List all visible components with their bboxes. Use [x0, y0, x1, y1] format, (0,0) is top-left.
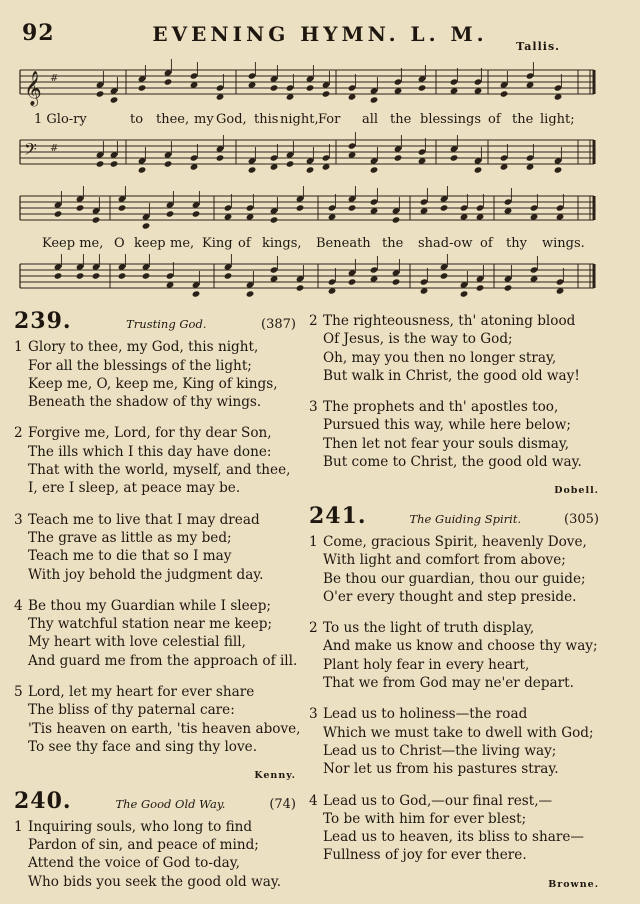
note-head [192, 210, 201, 217]
treble-staff-2 [18, 186, 598, 234]
stanza-number: 3 [14, 511, 23, 528]
line-text: Plant holy fear in every heart, [323, 656, 530, 673]
note-head [216, 154, 225, 161]
stanza-line [14, 818, 296, 836]
stanza-line [14, 357, 296, 375]
stanza-line [309, 742, 599, 760]
line-text: I, ere I sleep, at peace may be. [28, 480, 241, 497]
line-text: With joy behold the judgment day. [28, 566, 264, 583]
line-text: Be thou our guardian, thou our guide; [323, 570, 586, 587]
hymn-number: 240. [14, 787, 72, 814]
stanza-line [14, 424, 296, 442]
stanza-line [14, 738, 296, 756]
note-head [296, 284, 305, 291]
svg-text:#: # [50, 143, 59, 154]
stanza-line [14, 461, 296, 479]
stanza-line [309, 435, 599, 453]
line-text: Of Jesus, is the way to God; [323, 331, 513, 348]
stanza-line [309, 828, 599, 846]
hymn-heading [309, 502, 599, 529]
note-head [306, 166, 315, 173]
hymn-title: The Good Old Way. [115, 796, 226, 811]
stanza [309, 792, 599, 865]
lyric-syllable: to [130, 112, 144, 127]
line-text: Be thou my Guardian while I sleep; [28, 597, 272, 614]
lyric-syllable: kings, [262, 236, 302, 251]
line-text: Nor let us from his pastures stray. [323, 761, 559, 778]
lyric-syllable: me, [170, 236, 195, 251]
line-text: Beneath the shadow of thy wings. [28, 394, 262, 411]
composer-credit: Tallis. [516, 40, 560, 53]
lyric-syllable: O [114, 236, 125, 251]
stanza [14, 424, 296, 497]
note-head [224, 272, 233, 279]
stanza-line [309, 846, 599, 864]
line-text: Lead us to holiness—the road [323, 706, 528, 723]
line-text: The ills which I this day have done: [28, 443, 272, 460]
note-head [440, 204, 449, 211]
bass-staff-1 [18, 130, 598, 178]
stanza-number: 3 [309, 706, 318, 723]
lyric-syllable: King [202, 236, 233, 251]
hymn-heading [14, 308, 296, 334]
note-head [54, 272, 63, 279]
line-text: Attend the voice of God to-day, [28, 855, 240, 872]
lyric-syllable: the [390, 112, 412, 127]
page-title: EVENING HYMN. L. M. [152, 22, 488, 46]
note-head [554, 166, 563, 173]
hymn-ref: (305) [564, 511, 599, 527]
note-head [392, 216, 401, 223]
treble-clef-icon: 𝄞 [24, 71, 42, 106]
stanza-number: 5 [14, 684, 23, 701]
line-text: Who bids you seek the good old way. [28, 873, 282, 890]
right-column [309, 312, 599, 900]
line-text: And make us know and choose thy way; [323, 638, 598, 655]
stanza-line [309, 416, 599, 434]
note-head [270, 216, 279, 223]
page-number: 92 [22, 20, 55, 46]
line-text: The bliss of thy paternal care: [28, 702, 235, 719]
note-head [392, 278, 401, 285]
stanza-line [309, 674, 599, 692]
note-head [394, 154, 403, 161]
stanza-line [14, 720, 301, 738]
note-head [474, 166, 483, 173]
stanza-line [14, 338, 296, 356]
stanza-line [309, 453, 599, 471]
line-text: Teach me to die that so I may [28, 548, 232, 565]
hymn-ref: (387) [261, 317, 296, 332]
stanza-line [14, 854, 296, 872]
note-head [96, 90, 105, 97]
lyric-syllable: Keep me, [42, 236, 104, 251]
note-head [164, 160, 173, 167]
note-head [450, 154, 459, 161]
note-head [296, 204, 305, 211]
line-text: The grave as little as my bed; [28, 529, 232, 546]
lyric-syllable: blessings [420, 112, 482, 127]
line-text: Lord, let my heart for ever share [28, 684, 255, 701]
line-text: Fullness of joy for ever there. [323, 847, 527, 864]
stanza [309, 533, 599, 606]
stanza-number: 1 [309, 533, 318, 550]
stanza-line [14, 683, 296, 701]
line-text: Teach me to live that I may dread [28, 511, 260, 528]
hymn-title: Trusting God. [126, 317, 207, 331]
note-head [164, 78, 173, 85]
stanza-line [309, 533, 599, 551]
stanza [14, 338, 296, 411]
stanza-line [309, 705, 599, 723]
hymn-ref: (74) [269, 796, 296, 812]
stanza [14, 511, 296, 584]
note-head [500, 90, 509, 97]
line-text: O'er every thought and step preside. [323, 588, 577, 605]
stanza [309, 312, 599, 385]
stanza-line [14, 375, 296, 393]
note-head [476, 284, 485, 291]
stanza-line [309, 588, 599, 606]
note-head [440, 272, 449, 279]
stanza-number: 1 [14, 818, 23, 835]
line-text: Which we must take to dwell with God; [323, 724, 594, 741]
stanza-line [14, 597, 296, 615]
stanza-line [309, 760, 599, 778]
lyrics-line-2 [18, 234, 598, 254]
svg-text:#: # [50, 73, 59, 84]
lyric-syllable: For [318, 112, 341, 127]
stanza-line [14, 479, 296, 497]
lyric-syllable: wings. [542, 236, 585, 251]
note-head [110, 160, 119, 167]
line-text: The prophets and th' apostles too, [323, 399, 559, 416]
line-text: To be with him for ever blest; [323, 810, 527, 827]
lyric-syllable: God, [216, 112, 247, 127]
stanza-number: 4 [309, 792, 318, 809]
lyric-syllable: of [488, 112, 501, 127]
note-head [286, 160, 295, 167]
note-head [118, 272, 127, 279]
note-head [138, 84, 147, 91]
stanza-number: 4 [14, 597, 23, 614]
note-head [348, 204, 357, 211]
note-head [96, 160, 105, 167]
line-text: To us the light of truth display, [323, 620, 535, 637]
line-text: But come to Christ, the good old way. [323, 454, 582, 471]
note-head [370, 166, 379, 173]
stanza [14, 818, 296, 891]
stanza-line [14, 652, 296, 670]
music-score [18, 58, 598, 302]
treble-staff-1 [18, 58, 598, 110]
stanza-line [309, 551, 599, 569]
stanza-line [309, 312, 599, 330]
stanza-number: 3 [309, 399, 318, 416]
left-column [14, 308, 301, 904]
stanza-line [14, 547, 296, 565]
stanza [14, 597, 296, 670]
note-head [76, 204, 85, 211]
line-text: For all the blessings of the light; [28, 357, 252, 374]
stanza-number: 2 [309, 313, 318, 329]
note-head [504, 284, 513, 291]
author-credit: Browne. [548, 878, 599, 890]
line-text: With light and comfort from above; [323, 552, 566, 569]
hymn-number: 241. [309, 502, 367, 529]
line-text: Thy watchful station near me keep; [28, 616, 273, 633]
stanza-line [309, 810, 599, 828]
line-text: But walk in Christ, the good old way! [323, 367, 580, 384]
stanza-line [309, 724, 599, 742]
stanza-line [14, 443, 296, 461]
stanza [309, 398, 599, 471]
note-head [54, 210, 63, 217]
stanza-line [309, 398, 599, 416]
line-text: Pardon of sin, and peace of mind; [28, 837, 259, 854]
note-head [76, 272, 85, 279]
line-text: Come, gracious Spirit, heavenly Dove, [323, 533, 587, 550]
lyrics-line-1 [18, 110, 598, 130]
line-text: Oh, may you then no longer stray, [323, 349, 557, 366]
note-head [306, 84, 315, 91]
note-head [322, 90, 331, 97]
line-text: Forgive me, Lord, for thy dear Son, [28, 425, 272, 442]
line-text: That we from God may ne'er depart. [323, 675, 574, 692]
stanza-line [14, 836, 296, 854]
line-text: Lead us to Christ—the living way; [323, 742, 557, 759]
lyric-syllable: the [382, 236, 404, 251]
note-head [166, 210, 175, 217]
line-text: That with the world, myself, and thee, [28, 462, 291, 479]
stanza-number: 1 [14, 339, 23, 356]
stanza-line [14, 393, 296, 411]
note-head [370, 96, 379, 103]
stanza-line [309, 349, 599, 367]
stanza-line [309, 367, 599, 385]
line-text: Glory to thee, my God, this night, [28, 339, 259, 356]
note-head [460, 290, 469, 297]
stanza-line [309, 619, 599, 637]
lyric-syllable: 1 Glo-ry [34, 112, 87, 127]
lyric-syllable: my [194, 112, 214, 127]
stanza-line [14, 615, 296, 633]
line-text: Keep me, O, keep me, King of kings, [28, 375, 278, 392]
lyric-syllable: keep [134, 236, 166, 251]
hymn-title: The Guiding Spirit. [409, 511, 522, 526]
bass-staff-2 [18, 254, 598, 302]
hymn-number: 239. [14, 308, 72, 334]
note-head [248, 166, 257, 173]
hymn-heading [14, 787, 296, 814]
lyric-syllable: this [254, 112, 279, 127]
lyric-syllable: shad-ow [418, 236, 473, 251]
lyric-syllable: all [362, 112, 379, 127]
lyric-syllable: thy [506, 236, 527, 251]
note-head [192, 290, 201, 297]
note-head [418, 84, 427, 91]
stanza [309, 619, 599, 692]
note-head [142, 272, 151, 279]
bass-clef-icon: 𝄢 [24, 139, 37, 163]
note-head [142, 222, 151, 229]
note-head [92, 216, 101, 223]
stanza-line [14, 566, 296, 584]
stanza [309, 705, 599, 778]
stanza-line [309, 656, 599, 674]
stanza-line [14, 701, 296, 719]
lyric-syllable: Beneath [316, 236, 371, 251]
line-text: Lead us to God,—our final rest,— [323, 792, 553, 809]
stanza-line [14, 633, 296, 651]
stanza-line [309, 570, 599, 588]
note-head [118, 204, 127, 211]
stanza-line [309, 637, 599, 655]
lyric-syllable: light; [540, 112, 575, 127]
stanza-line [309, 792, 599, 810]
line-text: Lead us to heaven, its bliss to share— [323, 829, 584, 846]
lyric-syllable: of [480, 236, 493, 251]
lyric-syllable: night, [280, 112, 319, 127]
note-head [270, 84, 279, 91]
note-head [348, 278, 357, 285]
author-credit: Dobell. [554, 485, 599, 497]
line-text: Inquiring souls, who long to find [28, 818, 253, 835]
music-system-1 [18, 58, 598, 178]
stanza [14, 683, 301, 756]
note-head [246, 290, 255, 297]
line-text: Pursued this way, while here below; [323, 417, 571, 434]
stanza-number: 2 [309, 620, 318, 637]
line-text: My heart with love celestial fill, [28, 634, 246, 651]
stanza-line [14, 511, 296, 529]
stanza-line [309, 330, 599, 348]
music-system-2 [18, 186, 598, 302]
stanza-number: 2 [14, 425, 23, 442]
line-text: To see thy face and sing thy love. [28, 738, 258, 755]
note-head [110, 96, 119, 103]
author-credit: Kenny. [254, 770, 296, 782]
stanza-line [14, 529, 296, 547]
note-head [138, 166, 147, 173]
line-text: And guard me from the approach of ill. [28, 652, 298, 669]
line-text: Then let not fear your souls dismay, [323, 435, 570, 452]
lyric-syllable: the [512, 112, 534, 127]
line-text: 'Tis heaven on earth, 'tis heaven above, [28, 720, 301, 737]
lyric-syllable: thee, [156, 112, 190, 127]
note-head [92, 272, 101, 279]
line-text: The righteousness, th' atoning blood [323, 313, 576, 329]
lyric-syllable: of [238, 236, 251, 251]
